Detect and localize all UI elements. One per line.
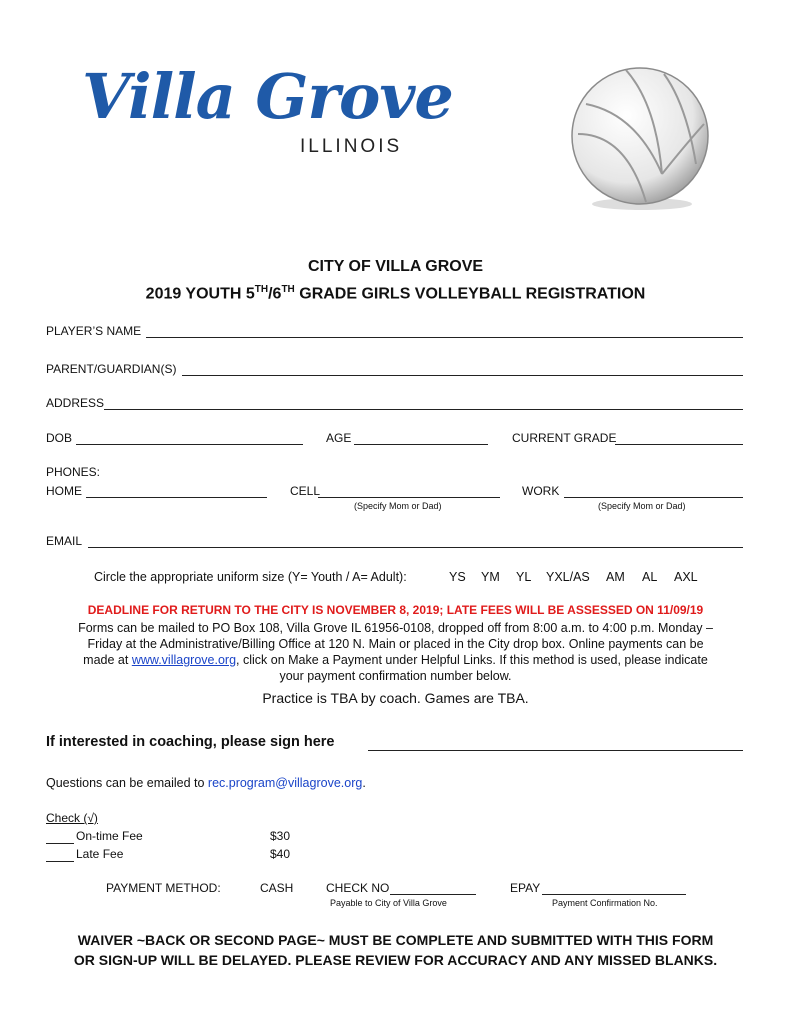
payable-note: Payable to City of Villa Grove <box>330 898 447 908</box>
work-specify-note: (Specify Mom or Dad) <box>598 501 686 511</box>
check-label: Check (√) <box>46 811 98 825</box>
phones-label: PHONES: <box>46 465 101 479</box>
address-label: ADDRESS <box>46 396 105 410</box>
villa-grove-logo <box>82 60 453 170</box>
title-line-1: CITY OF VILLA GROVE <box>307 258 484 275</box>
confirmation-note: Payment Confirmation No. <box>552 898 658 908</box>
cell-phone-field[interactable] <box>318 483 500 498</box>
home-label: HOME <box>46 484 82 498</box>
parent-label: PARENT/GUARDIAN(S) <box>46 362 177 376</box>
ontime-fee-label: On-time Fee <box>76 829 143 843</box>
player-name-field[interactable] <box>146 323 743 338</box>
check-no-label: CHECK NO <box>326 881 390 895</box>
home-phone-field[interactable] <box>86 483 267 498</box>
late-fee-amount: $40 <box>270 847 291 861</box>
questions-text: Questions can be emailed to rec.program@villagrove.org. <box>46 776 366 790</box>
ontime-fee-amount: $30 <box>270 829 291 843</box>
volleyball-icon <box>566 64 714 212</box>
late-fee-label: Late Fee <box>76 847 124 861</box>
cash-option[interactable]: CASH <box>260 881 294 895</box>
address-field[interactable] <box>104 395 743 410</box>
age-label: AGE <box>326 431 352 445</box>
size-yl[interactable]: YL <box>516 570 532 584</box>
logo-subtext: ILLINOIS <box>300 136 403 157</box>
cell-specify-note: (Specify Mom or Dad) <box>354 501 442 511</box>
epay-field[interactable] <box>542 880 686 895</box>
parent-field[interactable] <box>182 361 743 376</box>
grade-field[interactable] <box>615 430 743 445</box>
deadline-notice: DEADLINE FOR RETURN TO THE CITY IS NOVEMBER 8, 2019; LATE FEES WILL BE ASSESSED ON 11/09/19 <box>87 603 704 617</box>
work-phone-field[interactable] <box>564 483 743 498</box>
email-field[interactable] <box>88 533 743 548</box>
logo-text: Villa Grove <box>82 60 453 133</box>
ontime-checkbox[interactable] <box>46 829 74 844</box>
coaching-label: If interested in coaching, please sign here <box>46 734 335 750</box>
coaching-signature-field[interactable] <box>368 734 743 751</box>
size-ys[interactable]: YS <box>449 570 466 584</box>
player-name-label: PLAYER’S NAME <box>46 324 142 338</box>
size-yxl-as[interactable]: YXL/AS <box>546 570 590 584</box>
grade-label: CURRENT GRADE <box>512 431 617 445</box>
title-line-2: 2019 YOUTH 5TH/6TH GRADE GIRLS VOLLEYBALL REGISTRATION <box>145 284 646 303</box>
waiver-notice: WAIVER ~BACK OR SECOND PAGE~ MUST BE COMPLETE AND SUBMITTED WITH THIS FORM OR SIGN-UP WILL BE DELAYED. PLEASE REVIEW FOR ACCURACY AND ANY MISSED BLANKS. <box>73 932 718 968</box>
instructions-paragraph: Forms can be mailed to PO Box 108, Villa Grove IL 61956-0108, dropped off from 8:00 a.m. to 4:00 p.m. Monday – Friday at the Administrative/Billing Office at 120 N. Main or placed in the City drop box. Online payments can be made at www.villagrove.org, click on Make a Payment under Helpful Links. If this method is used, please indicate your payment confirmation number below. <box>78 621 713 683</box>
size-al[interactable]: AL <box>642 570 658 584</box>
dob-field[interactable] <box>76 430 303 445</box>
cell-label: CELL <box>290 484 321 498</box>
size-ym[interactable]: YM <box>481 570 500 584</box>
practice-note: Practice is TBA by coach. Games are TBA. <box>262 690 529 706</box>
work-label: WORK <box>522 484 560 498</box>
age-field[interactable] <box>354 430 488 445</box>
late-checkbox[interactable] <box>46 847 74 862</box>
rec-program-email-link[interactable]: rec.program@villagrove.org <box>207 776 363 790</box>
size-am[interactable]: AM <box>606 570 625 584</box>
dob-label: DOB <box>46 431 73 445</box>
uniform-label: Circle the appropriate uniform size (Y= Youth / A= Adult): <box>94 570 407 584</box>
check-no-field[interactable] <box>390 880 476 895</box>
villagrove-link[interactable]: www.villagrove.org <box>131 653 237 667</box>
payment-method-label: PAYMENT METHOD: <box>106 881 221 895</box>
epay-label: EPAY <box>510 881 541 895</box>
email-label: EMAIL <box>46 534 83 548</box>
size-axl[interactable]: AXL <box>674 570 698 584</box>
